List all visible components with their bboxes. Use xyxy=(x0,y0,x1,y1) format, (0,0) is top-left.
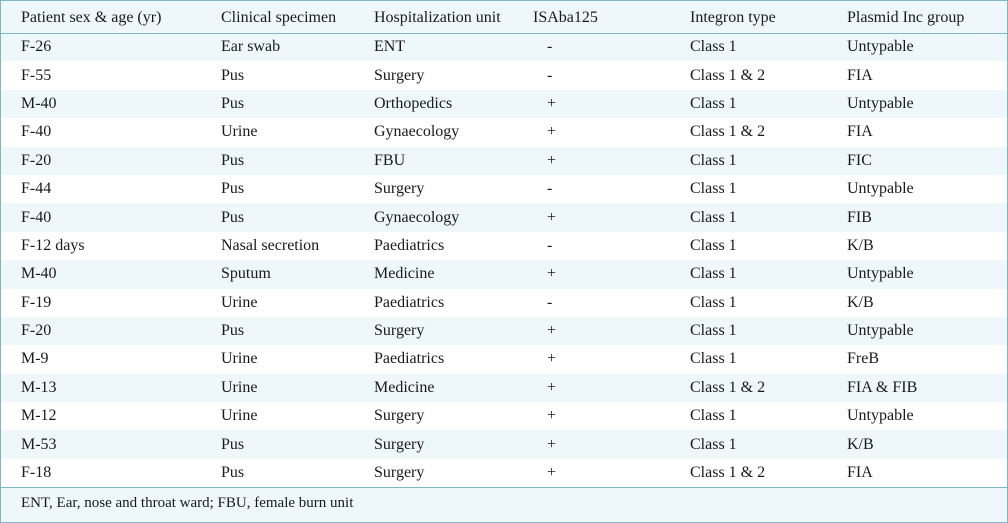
cell-specimen: Pus xyxy=(221,180,245,198)
cell-isaba125: + xyxy=(547,208,557,226)
cell-unit: Surgery xyxy=(374,407,425,425)
table-row xyxy=(1,147,1007,175)
cell-patient: F-26 xyxy=(21,38,52,56)
cell-patient: F-20 xyxy=(21,322,52,340)
cell-unit: Surgery xyxy=(374,464,425,482)
table-row xyxy=(1,90,1007,118)
cell-unit: Paediatrics xyxy=(374,350,445,368)
header-integron: Integron type xyxy=(690,3,847,33)
cell-unit: Surgery xyxy=(374,180,425,198)
cell-integron: Class 1 & 2 xyxy=(690,123,766,141)
cell-specimen: Urine xyxy=(221,378,258,396)
cell-isaba125: + xyxy=(547,322,557,340)
cell-isaba125: + xyxy=(547,123,557,141)
cell-specimen: Pus xyxy=(221,208,245,226)
header-row xyxy=(1,3,1007,33)
cell-patient: M-40 xyxy=(21,265,57,283)
cell-integron: Class 1 xyxy=(690,151,737,169)
cell-patient: M-12 xyxy=(21,407,57,425)
cell-plasmid: Untypable xyxy=(847,407,914,425)
cell-integron: Class 1 xyxy=(690,180,737,198)
cell-specimen: Urine xyxy=(221,350,258,368)
cell-plasmid: Untypable xyxy=(847,180,914,198)
table-row xyxy=(1,260,1007,288)
cell-plasmid: FIA xyxy=(847,464,873,482)
cell-unit: Paediatrics xyxy=(374,293,445,311)
cell-integron: Class 1 & 2 xyxy=(690,464,766,482)
header-plasmid: Plasmid Inc group xyxy=(847,3,1007,33)
cell-unit: Gynaecology xyxy=(374,208,460,226)
cell-specimen: Urine xyxy=(221,293,258,311)
cell-specimen: Urine xyxy=(221,407,258,425)
cell-unit: ENT xyxy=(374,38,406,56)
cell-integron: Class 1 & 2 xyxy=(690,378,766,396)
cell-unit: Surgery xyxy=(374,66,425,84)
cell-integron: Class 1 xyxy=(690,208,737,226)
cell-specimen: Pus xyxy=(221,322,245,340)
cell-specimen: Pus xyxy=(221,435,245,453)
header-patient: Patient sex & age (yr) xyxy=(1,3,221,33)
cell-integron: Class 1 xyxy=(690,407,737,425)
cell-patient: F-12 days xyxy=(21,236,85,254)
cell-specimen: Pus xyxy=(221,94,245,112)
table-row xyxy=(1,289,1007,317)
table-footnote: ENT, Ear, nose and throat ward; FBU, female burn unit xyxy=(1,487,1007,522)
cell-plasmid: FIB xyxy=(847,208,872,226)
table-row xyxy=(1,175,1007,203)
cell-integron: Class 1 xyxy=(690,435,737,453)
cell-isaba125: + xyxy=(547,407,557,425)
table-row xyxy=(1,203,1007,231)
table-row xyxy=(1,459,1007,487)
cell-patient: F-18 xyxy=(21,464,52,482)
cell-integron: Class 1 xyxy=(690,38,737,56)
cell-specimen: Pus xyxy=(221,66,245,84)
table-row xyxy=(1,402,1007,430)
cell-specimen: Sputum xyxy=(221,265,271,283)
cell-isaba125: + xyxy=(547,378,557,396)
cell-specimen: Urine xyxy=(221,123,258,141)
cell-isaba125: - xyxy=(547,236,553,254)
cell-unit: Orthopedics xyxy=(374,94,453,112)
cell-integron: Class 1 xyxy=(690,293,737,311)
table-row xyxy=(1,345,1007,373)
cell-plasmid: K/B xyxy=(847,293,874,311)
cell-integron: Class 1 xyxy=(690,265,737,283)
cell-specimen: Pus xyxy=(221,151,245,169)
table-row xyxy=(1,374,1007,402)
cell-isaba125: + xyxy=(547,265,557,283)
cell-patient: F-40 xyxy=(21,123,52,141)
cell-specimen: Nasal secretion xyxy=(221,236,320,254)
cell-unit: Surgery xyxy=(374,435,425,453)
cell-patient: M-9 xyxy=(21,350,49,368)
cell-integron: Class 1 & 2 xyxy=(690,66,766,84)
cell-unit: FBU xyxy=(374,151,406,169)
cell-isaba125: + xyxy=(547,435,557,453)
cell-isaba125: + xyxy=(547,464,557,482)
cell-patient: F-40 xyxy=(21,208,52,226)
cell-integron: Class 1 xyxy=(690,94,737,112)
cell-isaba125: - xyxy=(547,293,553,311)
cell-isaba125: - xyxy=(547,38,553,56)
table-row xyxy=(1,61,1007,89)
table-row xyxy=(1,232,1007,260)
table-row xyxy=(1,317,1007,345)
table-row xyxy=(1,118,1007,146)
cell-plasmid: FIA & FIB xyxy=(847,378,918,396)
cell-specimen: Ear swab xyxy=(221,38,281,56)
cell-isaba125: - xyxy=(547,66,553,84)
cell-patient: F-19 xyxy=(21,293,52,311)
cell-plasmid: Untypable xyxy=(847,94,914,112)
cell-plasmid: FIC xyxy=(847,151,872,169)
header-specimen: Clinical specimen xyxy=(221,3,374,33)
cell-patient: M-53 xyxy=(21,435,57,453)
cell-integron: Class 1 xyxy=(690,322,737,340)
cell-plasmid: Untypable xyxy=(847,38,914,56)
data-table xyxy=(1,3,1007,487)
cell-patient: F-20 xyxy=(21,151,52,169)
cell-isaba125: + xyxy=(547,94,557,112)
header-isaba125: ISAba125 xyxy=(533,3,690,33)
table-row xyxy=(1,430,1007,458)
cell-plasmid: Untypable xyxy=(847,322,914,340)
cell-isaba125: - xyxy=(547,180,553,198)
cell-unit: Paediatrics xyxy=(374,236,445,254)
cell-plasmid: K/B xyxy=(847,236,874,254)
cell-integron: Class 1 xyxy=(690,236,737,254)
cell-patient: F-44 xyxy=(21,180,52,198)
cell-unit: Medicine xyxy=(374,265,435,283)
cell-isaba125: + xyxy=(547,350,557,368)
table-row xyxy=(1,33,1007,61)
cell-plasmid: K/B xyxy=(847,435,874,453)
cell-plasmid: FIA xyxy=(847,123,873,141)
cell-patient: F-55 xyxy=(21,66,52,84)
header-unit: Hospitalization unit xyxy=(374,3,533,33)
cell-unit: Medicine xyxy=(374,378,435,396)
cell-plasmid: FIA xyxy=(847,66,873,84)
cell-integron: Class 1 xyxy=(690,350,737,368)
cell-patient: M-13 xyxy=(21,378,57,396)
cell-plasmid: FreB xyxy=(847,350,879,368)
cell-unit: Gynaecology xyxy=(374,123,460,141)
cell-patient: M-40 xyxy=(21,94,57,112)
cell-unit: Surgery xyxy=(374,322,425,340)
cell-plasmid: Untypable xyxy=(847,265,914,283)
cell-specimen: Pus xyxy=(221,464,245,482)
cell-isaba125: + xyxy=(547,151,557,169)
